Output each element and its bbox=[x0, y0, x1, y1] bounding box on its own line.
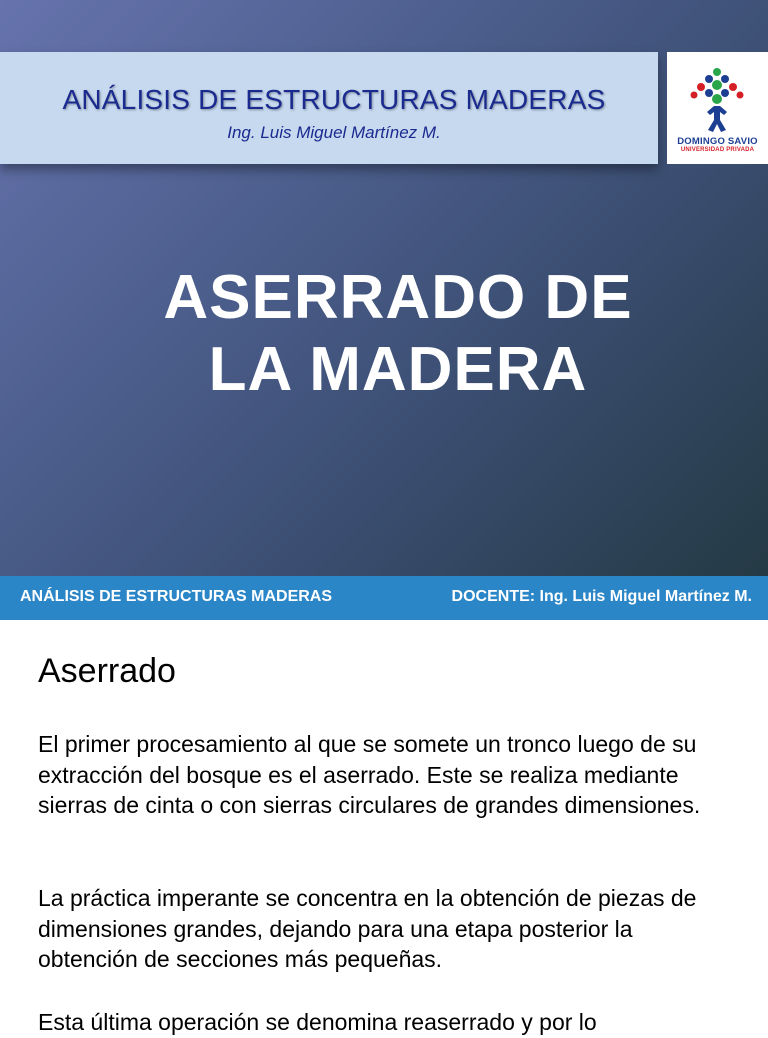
slide-title-line-1: ASERRADO DE bbox=[163, 263, 633, 332]
footer-teacher: DOCENTE: Ing. Luis Miguel Martínez M. bbox=[451, 588, 752, 605]
paragraph: La práctica imperante se concentra en la obtención de piezas de dimensiones grandes, dejando para una etapa posterior la obtención de secciones más pequeñas. bbox=[38, 885, 697, 972]
logo-subtitle: UNIVERSIDAD PRIVADA bbox=[680, 147, 755, 153]
course-title: ANÁLISIS DE ESTRUCTURAS MADERAS bbox=[62, 84, 606, 115]
course-author: Ing. Luis Miguel Martínez M. bbox=[227, 123, 441, 142]
header-band bbox=[0, 52, 658, 164]
slide-title-line-2: LA MADERA bbox=[208, 335, 588, 404]
university-logo bbox=[667, 52, 768, 164]
logo-name: DOMINGO SAVIO bbox=[677, 136, 758, 147]
paragraph: El primer procesamiento al que se somete un tronco luego de su extracción del bosque es el aserrado. Este se realiza mediante sierras de cinta o con sierras circulares de grandes dimensiones. bbox=[38, 731, 701, 818]
section-heading: Aserrado bbox=[38, 652, 176, 690]
slide-title bbox=[0, 262, 768, 406]
footer-bar bbox=[0, 576, 768, 620]
footer-course: ANÁLISIS DE ESTRUCTURAS MADERAS bbox=[20, 588, 333, 605]
paragraph: Esta última operación se denomina reaserrado y por lo bbox=[38, 1009, 597, 1035]
